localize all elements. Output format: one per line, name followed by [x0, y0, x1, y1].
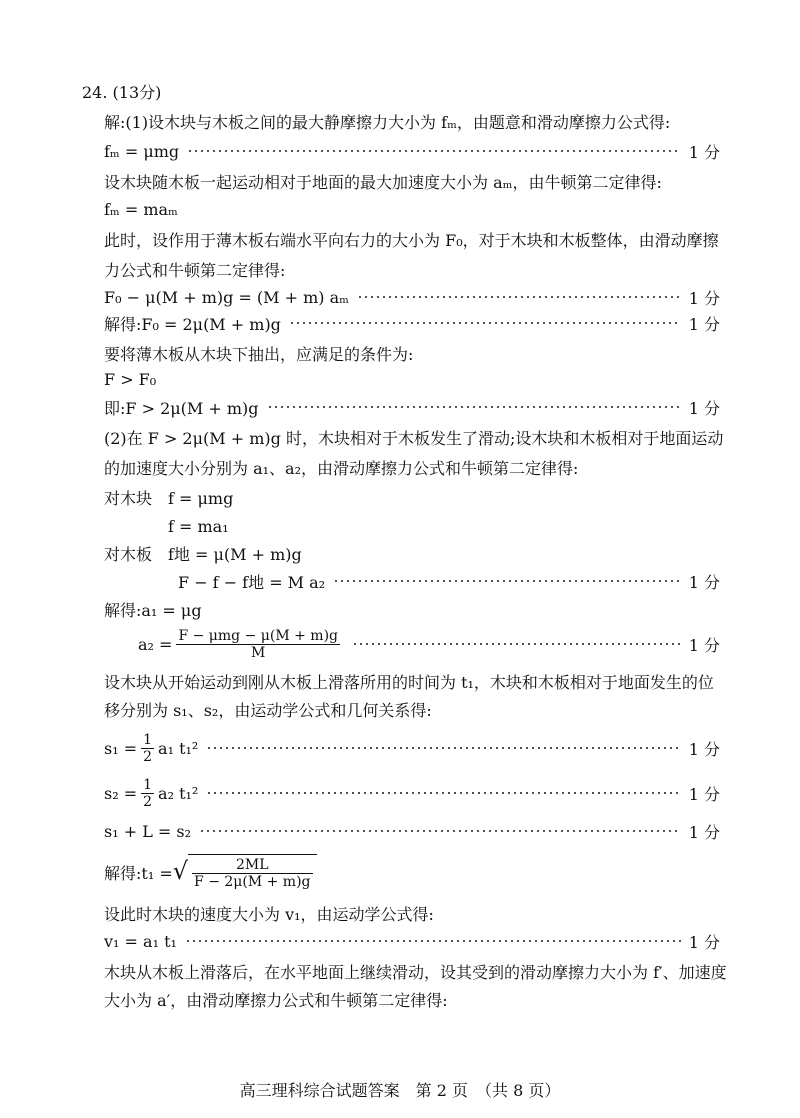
s1-equation: s₁ = $\frac{1}{2}$ a₁ t₁² 1 分 [104, 731, 720, 765]
solution-line: 要将薄木板从木块下抽出，应满足的条件为: [104, 344, 414, 364]
solution-line: 解:(1)设木块与木板之间的最大静摩擦力大小为 fₘ，由题意和滑动摩擦力公式得: [104, 112, 671, 132]
solution-line: fₘ = μmg 1 分 [104, 141, 720, 162]
leader-dots [187, 150, 681, 152]
solution-line: fₘ = maₘ [104, 199, 178, 219]
solution-line: F − f − f地 = M a₂ 1 分 [178, 572, 720, 592]
solution-line: 大小为 a′，由滑动摩擦力公式和牛顿第二定律得: [104, 990, 448, 1010]
leader-dots [352, 643, 681, 645]
solution-line: 即:F > 2μ(M + m)g 1 分 [104, 398, 720, 418]
solution-line: F > F₀ [104, 369, 157, 389]
leader-dots [333, 580, 681, 582]
solution-line: 对木块 f = μmg [104, 488, 234, 508]
solution-line: 木块从木板上滑落后，在水平地面上继续滑动，设其受到的滑动摩擦力大小为 f′、加速度 [104, 962, 727, 982]
page-footer: 高三理科综合试题答案 第 2 页 （共 8 页） [239, 1081, 561, 1100]
leader-dots [267, 406, 681, 408]
sqrt-sign: √ $\frac{2ML}{F - 2\mu(M + m)g}$ [173, 854, 317, 890]
solution-line: 对木板 f地 = μ(M + m)g [104, 544, 302, 564]
solution-line: 力公式和牛顿第二定律得: [104, 260, 286, 280]
solution-line: v₁ = a₁ t₁ 1 分 [104, 931, 720, 952]
solution-line: 设木块从开始运动到刚从木板上滑落所用的时间为 t₁，木块和木板相对于地面发生的位 [104, 672, 714, 692]
s2-equation: s₂ = $\frac{1}{2}$ a₂ t₁² 1 分 [104, 776, 720, 810]
leader-dots [289, 322, 681, 324]
solution-line: f = ma₁ [168, 516, 229, 536]
solution-line: 此时，设作用于薄木板右端水平向右力的大小为 F₀，对于木块和木板整体，由滑动摩擦 [104, 230, 719, 250]
t1-equation: 解得:t₁ = √ $\frac{2ML}{F - 2\mu(M + m)g}$ [104, 850, 720, 894]
a2-equation: a₂ = $\frac{\text{F − μmg − μ(M + m)g}}{M}$ 1 分 [138, 627, 720, 661]
geometry-equation: s₁ + L = s₂ 1 分 [104, 821, 720, 842]
solution-line: 解得:F₀ = 2μ(M + m)g 1 分 [104, 314, 720, 334]
leader-dots [185, 940, 681, 942]
solution-line: F₀ − μ(M + m)g = (M + m) aₘ 1 分 [104, 287, 720, 308]
leader-dots [206, 792, 680, 794]
solution-line: 的加速度大小分别为 a₁、a₂，由滑动摩擦力公式和牛顿第二定律得: [104, 458, 579, 478]
a2-fraction: $\frac{\text{F − μmg − μ(M + m)g}}{M}$ [178, 627, 338, 661]
leader-dots [206, 747, 680, 749]
solution-line: 解得:a₁ = μg [104, 600, 202, 620]
leader-dots [199, 830, 681, 832]
problem-heading: 24. (13分) [82, 82, 162, 102]
solution-line: 设木块随木板一起运动相对于地面的最大加速度大小为 aₘ，由牛顿第二定律得: [104, 172, 662, 192]
solution-line: 移分别为 s₁、s₂，由运动学公式和几何关系得: [104, 700, 432, 720]
leader-dots [357, 296, 681, 298]
solution-line: 设此时木块的速度大小为 v₁，由运动学公式得: [104, 904, 434, 924]
solution-line: (2)在 F > 2μ(M + m)g 时，木块相对于木板发生了滑动;设木块和木板相对于地面运动 [104, 428, 724, 448]
